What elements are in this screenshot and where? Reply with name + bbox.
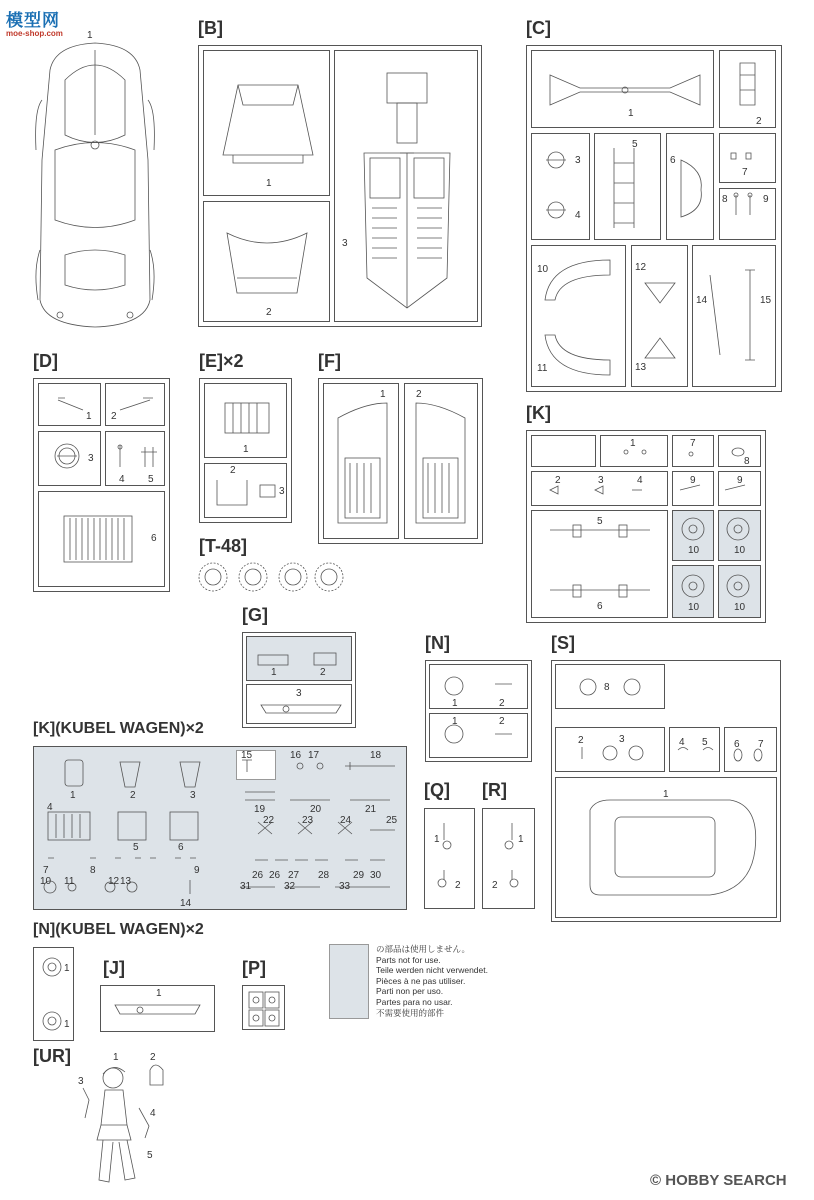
note-line-fr: Pièces à ne pas utiliser. [376,975,466,986]
copyright-symbol: © [650,1172,662,1189]
frame-drawing [604,143,649,233]
part-number: 1 [266,178,272,189]
section-r-title: [R] [482,780,507,800]
part-number: 9 [194,865,200,876]
part-number: 2 [320,667,326,678]
section-b-title: [B] [198,18,223,38]
part-number: 3 [575,155,581,166]
part-number: 2 [111,411,117,422]
part-number: 1 [434,834,440,845]
part-number: 22 [263,815,275,826]
part-number: 2 [416,389,422,400]
part-number: 8 [744,456,750,467]
part-number: 28 [318,870,330,881]
part-number: 1 [630,438,636,449]
section-e-title: [E]×2 [199,351,244,371]
part-number: 6 [597,601,603,612]
part-number: 1 [64,963,70,974]
tires-drawing [195,560,345,595]
part-number: 5 [133,842,139,853]
section-ur-title: [UR] [33,1046,71,1066]
watermark-title: 模型网 [6,11,60,30]
brand-name: HOBBY SEARCH [665,1172,787,1189]
part-number: 1 [663,789,669,800]
q-parts-drawing [432,815,472,900]
car-body-drawing [30,40,160,330]
part-number: 3 [598,475,604,486]
part-number: 9 [737,475,743,486]
p-parts-drawing [247,990,283,1028]
part-number: 3 [342,238,348,249]
part-number: 33 [339,881,351,892]
part-number: 6 [178,842,184,853]
watermark-logo [6,6,63,38]
part-number: 12 [108,876,120,887]
rod-drawing [705,265,765,365]
part-number: 2 [578,735,584,746]
bumper-drawing [545,520,655,600]
part-number: 19 [254,804,266,815]
chassis-drawing [352,68,462,313]
radiator-grille-drawing [62,514,134,564]
part-number: 1 [113,1052,119,1063]
section-k-title: [K] [526,403,551,423]
part-number: 10 [734,545,746,556]
part-number: 21 [365,804,377,815]
part-number: 32 [284,881,296,892]
part-number: 10 [734,602,746,613]
part-number: 5 [148,474,154,485]
section-g-title: [G] [242,605,268,625]
door-panel-left-drawing [335,398,390,528]
part-number: 6 [734,739,740,750]
note-line-es: Partes para no usar. [376,996,453,1007]
panel-drawing [676,155,706,220]
part-number: 1 [70,790,76,801]
part-number: 14 [696,295,708,306]
part-number: 10 [537,264,549,275]
section-n-title: [N] [425,633,450,653]
part-number: 13 [120,876,132,887]
headlight-drawing [680,516,760,616]
part-number: 30 [370,870,382,881]
part-number: 4 [47,802,53,813]
rear-panel-drawing [218,75,318,165]
note-line-zh: 不需要使用的部件 [376,1007,445,1018]
axle-drawing [545,70,705,110]
part-number: 29 [353,870,365,881]
part-number: 10 [688,602,700,613]
part-number: 13 [635,362,647,373]
section-n-kubel-title: [N](KUBEL WAGEN)×2 [33,921,204,938]
part-number: 3 [78,1076,84,1087]
part-number: 1 [628,108,634,119]
section-s-title: [S] [551,633,575,653]
part-number: 24 [340,815,352,826]
part-number: 31 [240,881,252,892]
part-number: 4 [679,737,685,748]
section-k-kubel-title: [K](KUBEL WAGEN)×2 [33,720,204,737]
part-number: 5 [597,516,603,527]
part-number: 4 [637,475,643,486]
part-number: 4 [575,210,581,221]
part-number: 8 [90,865,96,876]
part-number: 7 [43,865,49,876]
part-number: 6 [151,533,157,544]
part-number: 1 [87,30,93,41]
part-number: 10 [40,876,52,887]
door-panel-right-drawing [413,398,468,528]
part-number: 8 [604,682,610,693]
part-number: 4 [119,474,125,485]
section-c-title: [C] [526,18,551,38]
part-number: 4 [150,1108,156,1119]
watermark-url: moe-shop.com [6,29,63,38]
part-number: 3 [619,734,625,745]
bracket-drawing [735,60,760,110]
part-number: 9 [690,475,696,486]
part-number: 15 [760,295,772,306]
part-number: 2 [130,790,136,801]
figure-drawing [75,1060,185,1190]
part-number: 2 [230,465,236,476]
j-parts-drawing [110,1000,205,1020]
part-number: 1 [452,716,458,727]
part-number: 12 [635,262,647,273]
note-line-ja: の部品は使用しません。 [376,944,471,954]
hobby-search-watermark [650,1172,787,1189]
part-number: 1 [518,834,524,845]
part-number: 18 [370,750,382,761]
part-number: 15 [241,750,253,761]
unused-parts-note [376,944,488,1018]
part-number: 1 [452,698,458,709]
section-d-title: [D] [33,351,58,371]
part-number: 26 [252,870,264,881]
part-number: 1 [380,389,386,400]
part-number: 6 [670,155,676,166]
part-number: 2 [555,475,561,486]
part-number: 26 [269,870,281,881]
part-number: 1 [243,444,249,455]
part-number: 3 [190,790,196,801]
part-number: 5 [632,139,638,150]
part-number: 2 [150,1052,156,1063]
section-j-title: [J] [103,958,125,978]
g-parts-drawing [256,645,346,720]
wiper-drawing [55,395,160,415]
part-number: 3 [88,453,94,464]
part-number: 9 [763,194,769,205]
part-number: 14 [180,898,192,909]
part-number: 2 [499,716,505,727]
part-number: 1 [64,1019,70,1030]
part-number: 5 [702,737,708,748]
part-number: 5 [147,1150,153,1161]
small-parts-drawing [728,150,768,235]
pedal-drawing [544,148,574,228]
knob-drawing [115,442,160,472]
part-number: 7 [758,739,764,750]
seat-frame-drawing [212,475,282,510]
small-k-parts-drawing [540,440,760,500]
part-number: 2 [266,307,272,318]
note-line-it: Parti non per uso. [376,986,444,997]
steering-wheel-drawing [52,441,82,471]
part-number: 10 [688,545,700,556]
part-number: 3 [279,486,285,497]
part-number: 20 [310,804,322,815]
seat-drawing [222,400,272,435]
part-number: 16 [290,750,302,761]
part-number: 2 [499,698,505,709]
part-number: 8 [722,194,728,205]
part-number: 2 [492,880,498,891]
section-q-title: [Q] [424,780,450,800]
unused-parts-swatch [329,944,369,1019]
part-number: 7 [742,167,748,178]
section-t48-title: [T-48] [199,536,248,556]
part-number: 11 [64,876,75,887]
part-number: 27 [288,870,300,881]
note-line-de: Teile werden nicht verwendet. [376,965,488,976]
front-panel-drawing [222,228,312,298]
part-number: 23 [302,815,314,826]
part-number: 25 [386,815,398,826]
section-f-title: [F] [318,351,341,371]
part-number: 1 [156,988,162,999]
part-number: 1 [271,667,277,678]
note-line-en: Parts not for use. [376,954,441,965]
part-number: 1 [86,411,92,422]
fender-drawing [540,255,620,380]
part-number: 2 [455,880,461,891]
part-number: 2 [756,116,762,127]
section-p-title: [P] [242,958,266,978]
part-number: 17 [308,750,320,761]
part-number: 7 [690,438,696,449]
part-number: 11 [537,363,548,374]
part-number: 3 [296,688,302,699]
n-parts-drawing [440,672,520,752]
